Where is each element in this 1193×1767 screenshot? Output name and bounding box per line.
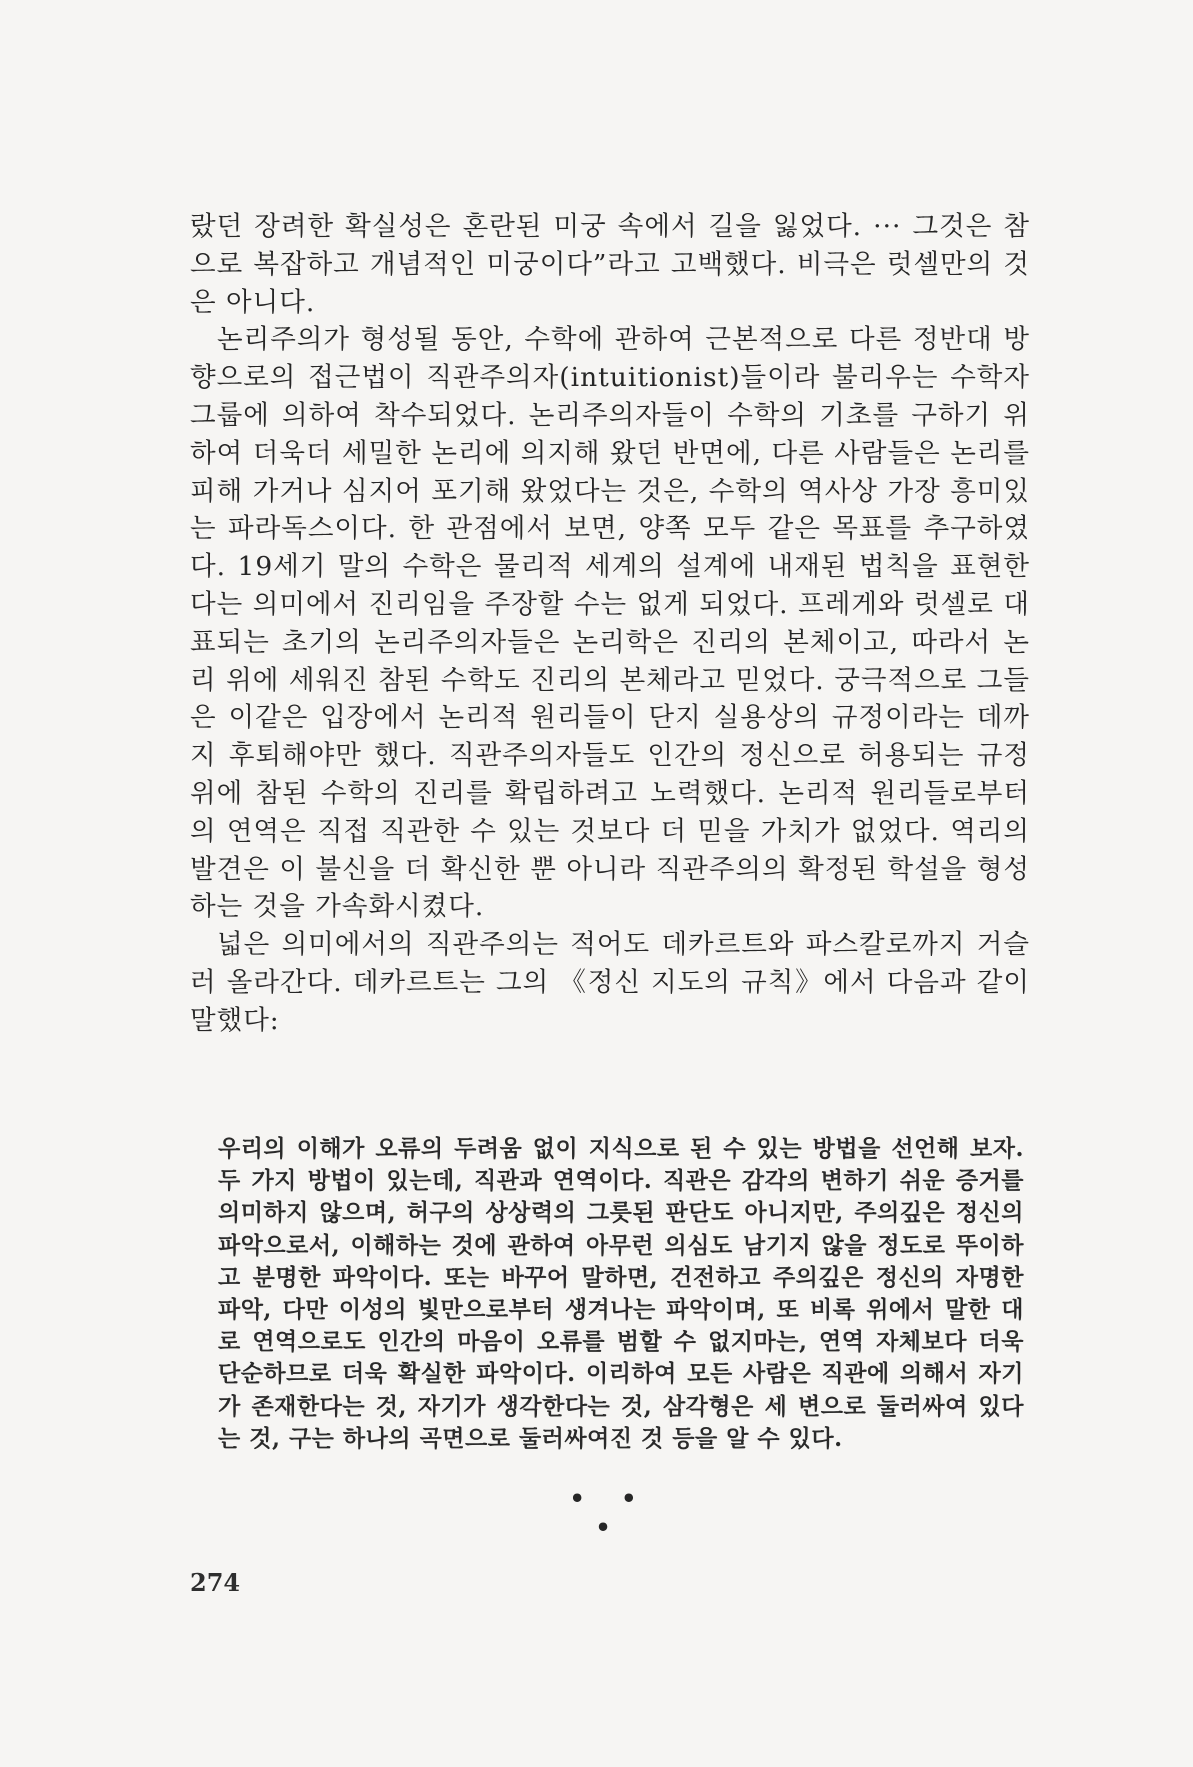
body-text bbox=[190, 208, 1030, 1040]
block-quote bbox=[218, 1133, 1024, 1455]
ellipsis-dots: • • • bbox=[569, 1484, 651, 1542]
paragraph-descartes: 넓은 의미에서의 직관주의는 적어도 데카르트와 파스칼로까지 거슬러 올라간다. 데카르트는 그의 《정신 지도의 규칙》에서 다음과 같이 말했다: bbox=[190, 929, 1030, 1036]
quote-text: 우리의 이해가 오류의 두려움 없이 지식으로 된 수 있는 방법을 선언해 보자. 두 가지 방법이 있는데, 직관과 연역이다. 직관은 감각의 변하기 쉬운 증거를 의미하지 않으며, 허구의 상상력의 그릇된 판단도 아니지만, 주의깊은 정신의 파악으로서, 이해하는 것에 관하여 아무런 의심도 남기지 않을 정도로 뚜이하고 분명한 파악이다. 또는 바꾸어 말하면, 건전하고 주의깊은 정신의 자명한 파악, 다만 이성의 빛만으로부터 생겨나는 파악이며, 또 비록 위에서 말한 대로 연역으로도 인간의 마음이 오류를 범할 수 없지마는, 연역 자체보다 더욱 단순하므로 더욱 확실한 파악이다. 이리하여 모든 사람은 직관에 의해서 자기가 존재한다는 것, 자기가 생각한다는 것, 삼각형은 세 변으로 둘러싸여 있다는 것, 구는 하나의 곡면으로 둘러싸여진 것 등을 알 수 있다. bbox=[218, 1135, 1024, 1452]
page-number: 274 bbox=[190, 1568, 241, 1597]
paragraph-intuitionism: 논리주의가 형성될 동안, 수학에 관하여 근본적으로 다른 정반대 방향으로의 접근법이 직관주의자(intuitionist)들이라 불리우는 수학자 그룹에 의하여 착수되었다. 논리주의자들이 수학의 기초를 구하기 위하여 더욱더 세밀한 논리에 의지해 왔던 반면에, 다른 사람들은 논리를 피해 가거나 심지어 포기해 왔었다는 것은, 수학의 역사상 가장 흥미있는 파라독스이다. 한 관점에서 보면, 양쪽 모두 같은 목표를 추구하였다. 19세기 말의 수학은 물리적 세계의 설계에 내재된 법칙을 표현한다는 의미에서 진리임을 주장할 수는 없게 되었다. 프레게와 럿셀로 대표되는 초기의 논리주의자들은 논리학은 진리의 본체이고, 따라서 논리 위에 세워진 참된 수학도 진리의 본체라고 믿었다. 궁극적으로 그들은 이같은 입장에서 논리적 원리들이 단지 실용상의 규정이라는 데까지 후퇴해야만 했다. 직관주의자들도 인간의 정신으로 허용되는 규정 위에 참된 수학의 진리를 확립하려고 노력했다. 논리적 원리들로부터의 연역은 직접 직관한 수 있는 것보다 더 믿을 가치가 없었다. 역리의 발견은 이 불신을 더 확신한 뿐 아니라 직관주의의 확정된 학설을 형성하는 것을 가속화시켰다. bbox=[190, 324, 1030, 923]
paragraph-continued: 랐던 장려한 확실성은 혼란된 미궁 속에서 길을 잃었다. ··· 그것은 참으로 복잡하고 개념적인 미궁이다”라고 고백했다. 비극은 럿셀만의 것은 아니다. bbox=[190, 211, 1030, 318]
